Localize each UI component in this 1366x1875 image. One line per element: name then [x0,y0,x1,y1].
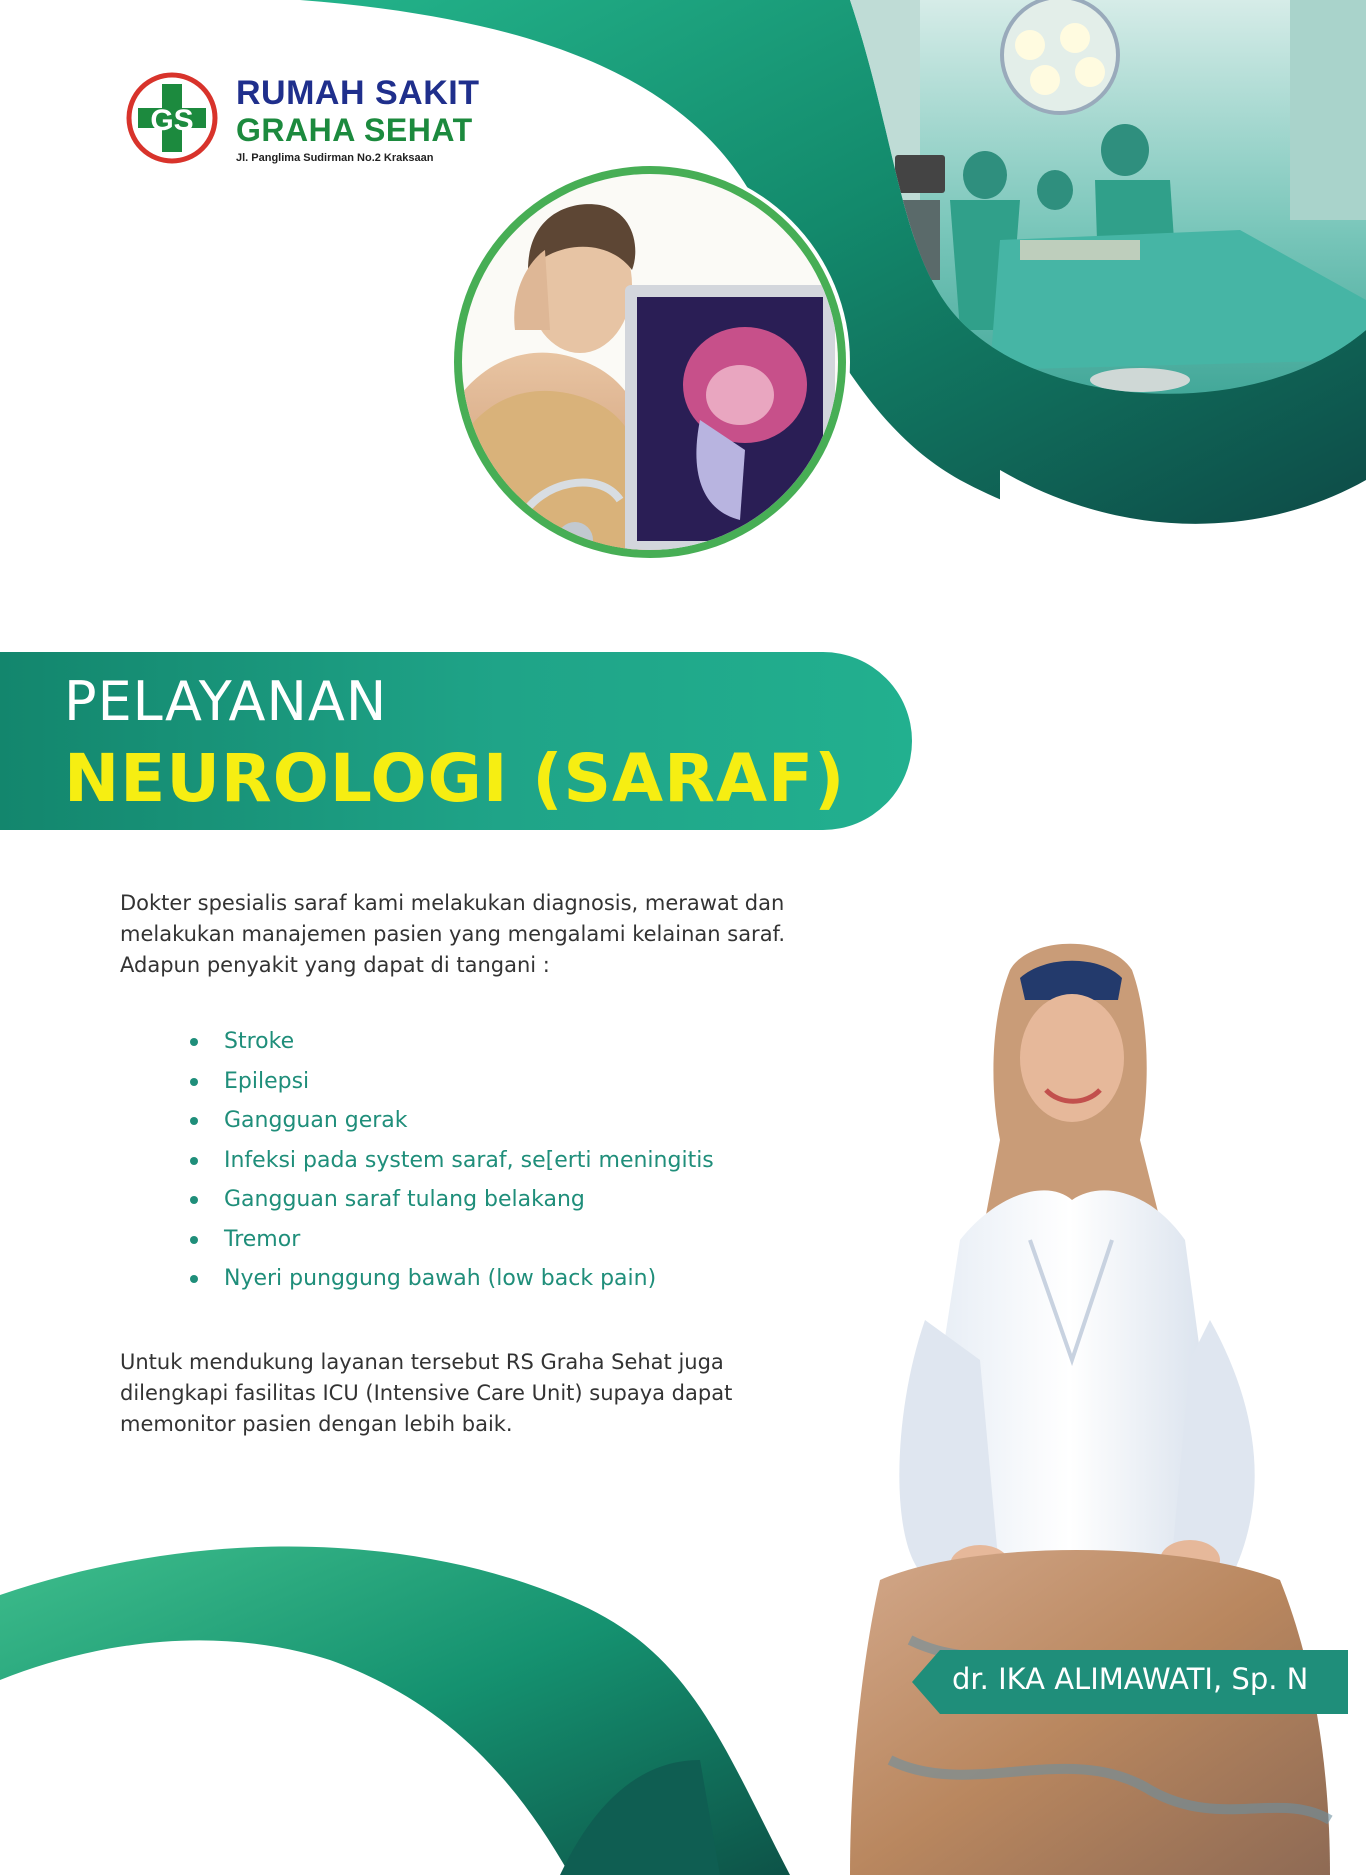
hospital-logo [122,68,542,168]
list-item: Infeksi pada system saraf, se[erti meningitis [188,1141,714,1181]
logo-initials: GS [150,104,194,137]
bullet-icon [190,1275,198,1283]
hospital-address: Jl. Panglima Sudirman No.2 Kraksaan [236,152,434,164]
hospital-name-line2: GRAHA SEHAT [236,112,473,148]
list-item: Gangguan saraf tulang belakang [188,1180,714,1220]
title-service: PELAYANAN [64,670,388,733]
conditions-list [188,1022,714,1299]
hospital-name-line1: RUMAH SAKIT [236,74,480,112]
bullet-icon [190,1078,198,1086]
bullet-icon [190,1236,198,1244]
list-item: Tremor [188,1220,714,1260]
title-specialty: NEUROLOGI (SARAF) [64,740,846,817]
doctor-photo [850,940,1340,1875]
bullet-icon [190,1038,198,1046]
doctor-name: dr. IKA ALIMAWATI, Sp. N [952,1662,1309,1696]
intro-paragraph: Dokter spesialis saraf kami melakukan diagnosis, merawat dan melakukan manajemen pasien yang mengalami kelainan saraf. Adapun penyakit yang dapat di tangani : [120,891,786,977]
list-item: Gangguan gerak [188,1101,714,1141]
list-item: Nyeri punggung bawah (low back pain) [188,1259,714,1299]
hospital-logo-emblem-icon [126,72,218,164]
bullet-icon [190,1117,198,1125]
closing-paragraph: Untuk mendukung layanan tersebut RS Graha Sehat juga dilengkapi fasilitas ICU (Intensive Care Unit) supaya dapat memonitor pasien dengan lebih baik. [120,1350,733,1436]
list-item: Epilepsi [188,1062,714,1102]
bullet-icon [190,1157,198,1165]
list-item: Stroke [188,1022,714,1062]
bullet-icon [190,1196,198,1204]
